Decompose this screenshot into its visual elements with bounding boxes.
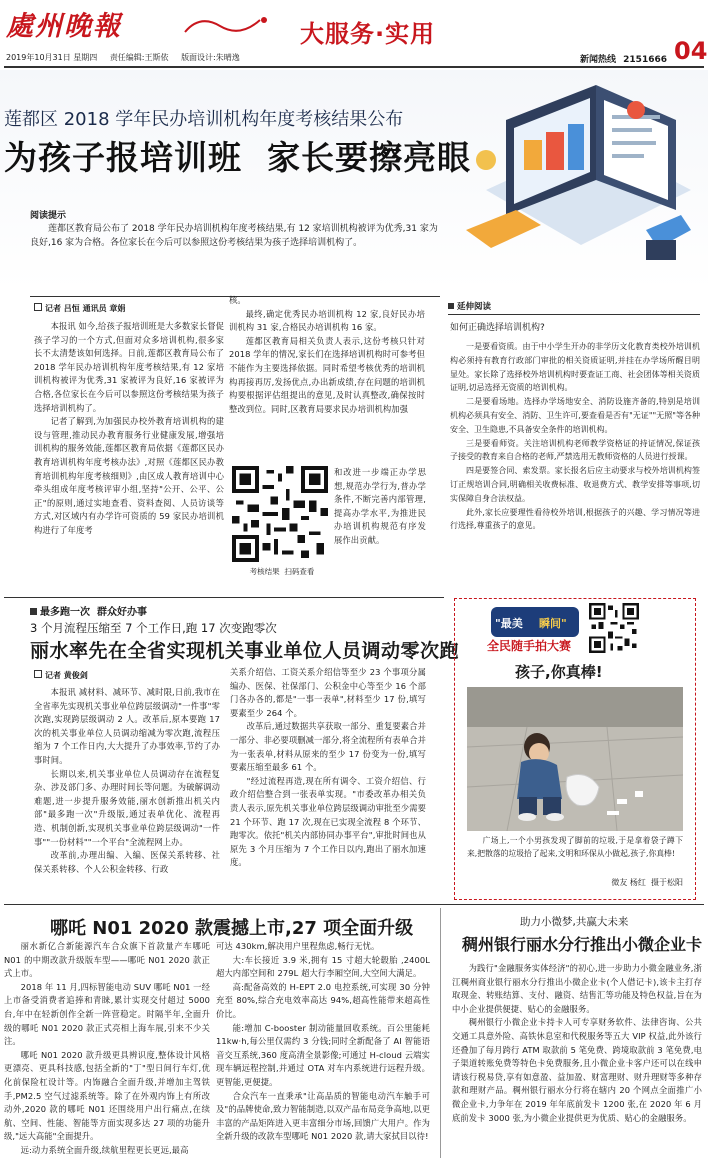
lead-col2b-para: 和改进一步端正办学思想,规范办学行为,普办学条件,不断完善内部管理,提高办学水平,为推进民办培训机构规范有序发展作出贡献。 [334,467,426,545]
photo-image [467,687,683,831]
contest-qr-code[interactable] [589,603,639,653]
sidebar-para: 四是要签合同、索发票。家长报名后应主动要求与校外培训机构签订正规培训合同,明确相关收费标准、收退费方式、教学安排等事项,切实保障自身合法权益。 [450,466,700,503]
hotline-number: 2151666 [623,55,667,65]
section-title: 大服务·实用 [300,20,436,48]
hotline [580,52,667,65]
auto-para: 哪吒 N01 2020 款升级更具辨识度,整体设计风格更漂亮、更具科技感,包括全新的"丁"型日间行车灯,优化前保险杠设计等。内饰融合全面升级,并增加主驾铁手,PM2.5 空气过滤系统等。除了在外观内饰上有所改动外,2020 款的哪吒 N01 还围绕用户出行痛点,在续航、空间、性能、智能等方面实现多达 27 项的功能升级,"远大高能"全面提升。 [4,1049,210,1142]
lead-illustration [446,80,696,290]
badge-word-right: 瞬间" [539,617,567,630]
masthead-ornament [180,12,280,36]
story2-para: 长期以来,机关事业单位人员调动存在流程复杂、涉及部门多、办理时间长等问题。为破解调动难题,进一步提升服务效能,丽水创新推出机关内部"最多跑一次"升级版,通过表单优化、流程再造、机制创新,实现机关事业单位跨层级调动"一件事""一份材料""一个平台"全流程网上办。 [34,768,220,847]
sidebar-label-text: 延伸阅读 [457,302,492,312]
auto-para: 可达 430km,解决用户里程焦虑,畅行无忧。 [216,941,380,951]
lead-col2-para: 核。 [229,295,246,305]
masthead [0,0,708,70]
lead-kicker: 莲都区 2018 学年民办培训机构年度考核结果公布 [4,109,404,130]
contest-badge [487,607,583,653]
sidebar-para: 一是要看资质。由于中小学生开办的非学历文化教育类校外培训机构必须持有教育行政部门审批的相关资质证明,并挂在办学场所醒目明显处。家长除了选择校外培训机构时要查证工商、社会团体等相关资质证明,切忌选择无资质的培训机构。 [450,342,700,393]
story2-para: 改革前,办理出编、入编、医保关系转移、社保关系转移、个人公积金转移、行政 [34,850,220,874]
auto-para: 2018 年 11 月,四标智能电动 SUV 哪吒 N01 一经上市备受消费者追捧和青睐,累计实现交付超过 5000 台,年中在轻新创作全新一阵营稳定。时隔半年,全面升级的哪吒 N01 2020 款正式亮相上海车展,引来不少关注。 [4,981,210,1047]
sidebar-label [448,300,491,312]
auto-para: 高:配备高效的 H-EPT 2.0 电控系统,可实现 30 分钟充至 80%,综合充电效率高达 94%,超高性能带来超高性价比。 [216,981,430,1019]
lead-col1-para: 记者了解到,为加强民办校外教育培训机构的建设与管理,推动民办教育服务行业健康发展,增强培训机构的服务效能,莲都区教育局依据《莲都区民办教育培训机构年度考核办法》,对照《莲都区民办教育培训机构年度考核细则》,由区成人教育培训中心牵头组成年度考核评审小组,坚持"公开、公平、公正"的原则,通过实地查看、资料查阅、人员访谈等方式,对区域内有办学许可资质的 59 家民办培训机构进行了年度考 [34,416,224,535]
auto-para: 远:动力系统全面升级,续航里程更长更远,最高 [20,1144,189,1155]
story2-label-text: 最多跑一次 群众好办事 [40,607,147,618]
section-divider-2 [4,904,704,905]
designer-credit: 版面设计:朱晴逸 [181,53,240,62]
auto-headline: 哪吒 N01 2020 款震撼上市,27 项全面升级 [50,918,414,939]
lead-byline-text: 记者 吕恒 通讯员 章娟 [45,304,126,313]
lead-col-1 [34,320,224,570]
auto-col-2 [216,940,430,1160]
lead-headline: 为孩子报培训班 家长要擦亮眼 [4,138,471,177]
story2-marker [30,608,37,615]
sidebar-para: 此外,家长应要理性看待校外培训,根据孩子的兴趣、学习情况等进行选择,尊重孩子的意见。 [450,507,700,531]
lead-col-2a [229,294,425,466]
story2-label [30,603,147,618]
column-rule [440,908,441,1158]
story2-byline [34,670,88,681]
auto-para: 大:车长接近 3.9 米,拥有 15 寸超大轮毂胎 ,2400L 超大内部空间和 279L 超大行李厢空间,大空间大满足。 [216,954,430,979]
badge-word-left: "最美 [495,617,523,630]
photo-caption: 广场上,一个小男孩发现了脚前的垃圾,于是拿着袋子蹲下来,把散落的垃圾拾了起来,文明和环保从小做起,孩子,你真棒! [467,836,683,858]
auto-col-1 [4,940,210,1160]
story2-col-1 [34,686,220,896]
bank-headline: 稠州银行丽水分行推出小微企业卡 [462,935,703,954]
sidebar-box [448,300,700,590]
byline-marker [34,670,42,678]
story2-para: 关系介绍信、工资关系介绍信等至少 23 个事项分属编办、医保、社保部门、公积金中心等至少 16 个部门各办各的,都是"一事一表单",材料至少 17 份,填写要素至少 264 个。 [230,667,426,718]
byline-marker [34,303,42,311]
bank-kicker: 助力小微梦,共赢大未来 [520,916,629,928]
photo-title: 孩子,你真棒! [515,663,603,681]
sidebar-para: 二是要看场地。选择办学场地安全、消防设施齐备的,特别是培训机构必须具有安全、消防、卫生许可,要查看是否有"无证""无照"等各种安全、卫生隐患,不具备安全条件的培训机构。 [450,397,700,434]
page-number: 04 [674,37,708,65]
auto-para: 合众汽车一直秉承"让高品质的智能电动汽车触手可及"的品牌使命,致力智能制造,以双产品布局竞争高地,以更丰富的产品矩阵进入更丰富细分市场,回馈广大用户。作为全新升级的改款车型哪吒 N01 2020 款,请大家拭目以待! [216,1090,430,1142]
photo-box [454,598,696,900]
story2-para: "经过流程再造,现在所有调令、工资介绍信、行政介绍信整合到一张表单实现。"市委改革办相关负责人表示,原先机关事业单位跨层级调动审批至少需要 21 个环节、跑 17 次,现在已实现全流程 8 个环节、跑零次。依托"机关内部协同办事平台",审批时间也从原先 3 个月压缩为 7 个工作日以内,跑出了丽水加速度。 [230,775,426,868]
lead-col2-para: 最终,确定优秀民办培训机构 12 家,良好民办培训机构 31 家,合格民办培训机构 16 家。 [229,308,425,333]
lead-byline [34,303,125,314]
bank-body [452,962,702,1160]
qr-caption: 考核结果 扫码查看 [249,567,315,576]
date-text: 2019年10月31日 星期四 [6,53,98,62]
lead-col-2b [334,466,426,572]
qr-code[interactable] [232,466,328,562]
lead-summary: 莲都区教育局公布了 2018 学年民办培训机构年度考核结果,有 12 家培训机构被评为优秀,31 家为良好,16 家为合格。各位家长在今后可以参照这份考核结果为孩子选择培训机构了。 [30,224,438,248]
story2-kicker: 3 个月流程压缩至 7 个工作日,跑 17 次变跑零次 [30,621,277,635]
auto-para: 能:增加 C-booster 制动能量回收系统。百公里能耗 11kw·h,每公里仅需约 3 分钱;同时全新配备了 AI 智能语音交互系统,360 度高清全景影像;可通过 H-cloud 云端实现车辆远程控制,并通过 OTA 对车内系统进行远程升级。更智能,更便捷。 [216,1022,430,1087]
auto-para: 丽水新亿合新能源汽车合众旗下首款量产车哪吒 N01 的中期改款升级版车型——哪吒 N01 2020 款正式上市。 [4,941,210,979]
story2-col-2 [230,666,426,896]
story2-para: 本报讯 减材料、减环节、减时限,日前,我市在全省率先实现机关事业单位跨层级调动"一件事"零次跑,实现跨层级调动 2 人。改革后,原本要跑 17 次的机关事业单位人员调动缩减为零次跑,流程压缩为 7 个工作日内,大大提升了办事效率,节约了办事时间。 [34,687,220,765]
bank-para: 稠州银行小微企业卡持卡人可专享财务软件、法律咨询、公共交通工具意外险、高铁休息室和代税服务等五大 VIP 权益,此外该行还叠加了每月跨行 ATM 取款前 5 笔免费、跨境取款前 3 笔免费,电子渠道转账免费等特色卡免费服务,且小微企业卡客户还可以在线申请该行税易贷,享有如意盈、益加盈、财富理财、财升理财等多种存款和理财产品。稠州银行丽水分行将在辖内 20 个网点全面推广小微企业卡,力争年在 2019 年年底前发卡 1200 张,在 2020 年 6 月底前发卡 3000 张,为小微企业提供更为优质、贴心的金融服务。 [452,1017,702,1123]
summary-label: 阅读提示 [30,211,67,221]
sidebar-title: 如何正确选择培训机构? [450,323,545,333]
bank-para: 为践行"金融服务实体经济"的初心,进一步助力小微金融业务,浙江稠州商业银行丽水分行推出小微企业卡(个人借记卡),该卡主打存取现金、转账结算、支付、融资、结售汇等功能及特色权益,旨在为中小企业提供便捷、贴心的金融服务。 [452,963,702,1014]
photo-credit: 微友 杨红 摄于松阳 [611,878,683,887]
editor-credit: 责任编辑:王斯依 [109,53,169,62]
sidebar-rule [448,314,700,315]
lead-col1-para: 本报讯 如今,给孩子报培训班是大多数家长督促孩子学习的一个方式,但面对众多培训机构,很多家长不太清楚该如何选择。日前,莲都区教育局公布了 2018 学年民办培训机构年度考核结果,有 12 家培训机构被评为优秀,31 家被评为良好,16 家被评为合格,各位家长在今后可以参照这份考核结果为孩子选择培训机构了。 [34,321,224,413]
sidebar-body [450,340,700,588]
date-line [6,52,240,63]
masthead-rule [4,66,704,68]
story2-byline-text: 记者 黄俊剑 [45,671,88,680]
badge-main: 全民随手拍大赛 [487,639,572,653]
sidebar-marker [448,303,454,309]
story2-headline: 丽水率先在全省实现机关事业单位人员调动零次跑 [30,640,460,662]
paper-name-logo: 處州晚報 [6,11,122,42]
lead-col2-para: 莲都区教育局相关负责人表示,这份考核只针对 2018 学年的情况,家长们在选择培训机构时可参考但不能作为主要选择依据。同时希望考核优秀的培训机构再接再厉,发扬优点,办出新成绩,存在问题的培训机构要根据评估组提出的意见,及时认真整改,确保按时整改到位。同时,区教育局要求民办培训机构加强 [229,335,425,414]
hotline-label: 新闻热线 [580,55,617,65]
story2-para: 改革后,通过数据共享获取一部分、重复要素合并一部分、非必要项删减一部分,将全流程所有表单合并为一张表单,材料从原来的至少 17 份变为一份,填写要素压缩至最多 61 个。 [230,721,426,773]
section-divider-1 [4,597,444,598]
sidebar-para: 三是要看师资。关注培训机构老师教学资格证的持证情况,保证孩子接受的教育来自合格的老师,严禁选用无教师资格的人员进行授课。 [450,438,700,462]
